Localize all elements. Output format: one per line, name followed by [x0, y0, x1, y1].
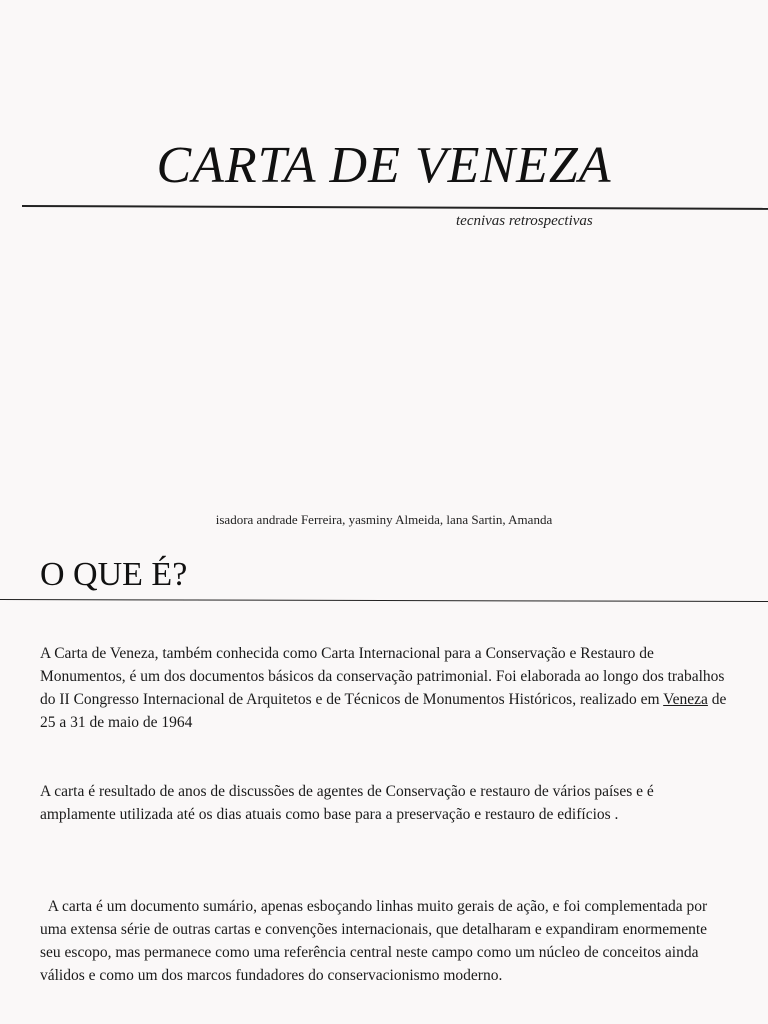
- veneza-link[interactable]: Veneza: [663, 691, 708, 708]
- section-heading: O QUE É?: [40, 556, 188, 593]
- paragraph-1-text-start: A Carta de Veneza, também conhecida como Carta Internacional para a Conservação e Restauro de Monumentos, é um dos documentos básicos da conservação patrimonial. Foi elaborada ao longo dos trabalhos do II Congresso Internacional de Arquitetos e de Técnicos de Monumentos Históricos, realizado em: [40, 645, 725, 708]
- paragraph-1: [40, 642, 730, 734]
- title-divider: [22, 205, 768, 210]
- authors-line: isadora andrade Ferreira, yasminy Almeida, lana Sartin, Amanda: [215, 512, 553, 527]
- section-divider: [0, 599, 768, 602]
- paragraph-2: A carta é resultado de anos de discussões de agentes de Conservação e restauro de vários países e é amplamente utilizada até os dias atuais como base para a preservação e restauro de edifícios .: [40, 783, 654, 823]
- paragraph-3: A carta é um documento sumário, apenas esboçando linhas muito gerais de ação, e foi complementada por uma extensa série de outras cartas e convenções internacionais, que detalharam e expandiram enormemente seu escopo, mas permanece como uma referência central neste campo como um núcleo de conceitos ainda válidos e como um dos marcos fundadores do conservacionismo moderno.: [40, 898, 712, 984]
- document-title: CARTA DE VENEZA: [156, 137, 612, 194]
- paragraph-1-text-end: de 25 a 31 de maio de 1964: [40, 691, 727, 731]
- document-subtitle: tecnivas retrospectivas: [456, 213, 593, 229]
